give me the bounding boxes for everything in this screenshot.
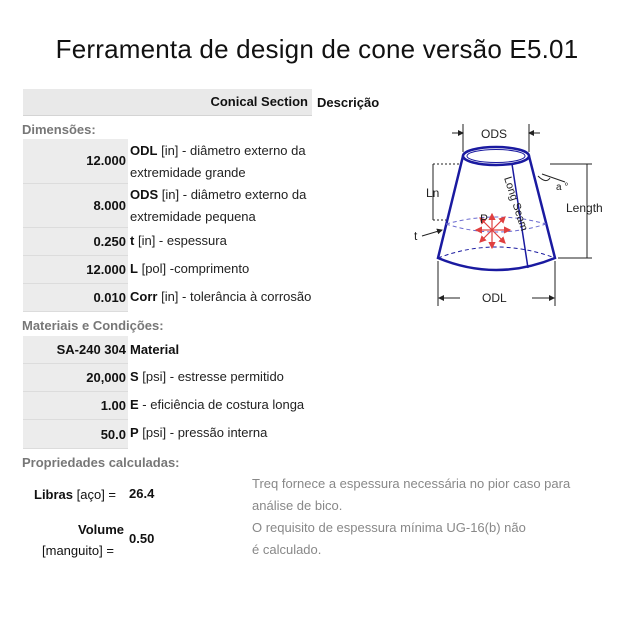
e-value[interactable]: 1.00: [100, 398, 126, 413]
s-description: [130, 366, 284, 388]
odl-diagram-label: ODL: [482, 291, 507, 305]
length-input[interactable]: [23, 256, 128, 284]
volume-value: 0.50: [129, 531, 155, 546]
e-desc: - eficiência de costura longa: [138, 397, 305, 412]
volume-label-text: Volume: [78, 522, 124, 537]
length-unit: [pol]: [141, 261, 167, 276]
corr-description: [130, 286, 311, 308]
section-dimensions: Dimensões:: [22, 122, 96, 137]
note-line-4: é calculado.: [252, 542, 322, 557]
note-line-3: O requisito de espessura mínima UG-16(b) não: [252, 520, 526, 535]
page-title: Ferramenta de design de cone versão E5.01: [55, 34, 579, 64]
angle-label: a °: [556, 182, 569, 193]
cone-diagram: [400, 118, 622, 312]
e-symbol: E: [130, 397, 139, 412]
header-description: Descrição: [317, 95, 380, 110]
material-symbol: Material: [130, 342, 180, 357]
length-desc: -comprimento: [166, 261, 250, 276]
s-desc: - estresse permitido: [166, 369, 284, 384]
ods-value[interactable]: 8.000: [93, 198, 126, 213]
ods-symbol: ODS: [130, 187, 159, 202]
t-input[interactable]: [23, 228, 128, 256]
ods-description: [130, 184, 335, 228]
odl-input[interactable]: [23, 139, 128, 184]
section-materials: Materiais e Condições:: [22, 318, 164, 333]
cone-bottom-dashed: [438, 247, 555, 258]
e-input[interactable]: [23, 392, 128, 420]
corr-symbol: Corr: [130, 289, 158, 304]
p-value[interactable]: 50.0: [100, 427, 126, 442]
weight-value: 26.4: [129, 486, 155, 501]
s-unit: [psi]: [142, 369, 167, 384]
weight-label: [34, 487, 116, 502]
volume-label: [78, 522, 124, 537]
weight-unit: [aço] =: [76, 487, 117, 502]
p-desc: - pressão interna: [166, 425, 268, 440]
ods-unit: [in]: [161, 187, 180, 202]
t-symbol: t: [130, 233, 135, 248]
ods-diagram-label: ODS: [481, 127, 508, 141]
p-description: [130, 422, 267, 444]
e-description: [130, 394, 304, 416]
corr-value[interactable]: 0.010: [93, 290, 126, 305]
odl-desc: - diâmetro externo da extremidade grande: [130, 143, 306, 180]
odl-symbol: ODL: [130, 143, 158, 158]
corr-input[interactable]: [23, 284, 128, 312]
ods-desc: - diâmetro externo da extremidade pequena: [130, 187, 307, 224]
p-unit: [psi]: [142, 425, 167, 440]
length-symbol: L: [130, 261, 138, 276]
t-unit: [in]: [137, 233, 156, 248]
p-symbol: P: [130, 425, 139, 440]
s-input[interactable]: [23, 364, 128, 392]
note-line-1: Treq fornece a espessura necessária no pior caso para: [252, 476, 571, 491]
odl-unit: [in]: [161, 143, 179, 158]
length-diagram-label: Length: [566, 201, 603, 215]
table-header: [23, 89, 312, 116]
odl-description: [130, 140, 335, 184]
note-line-2: análise de bico.: [252, 498, 343, 513]
section-calculated: Propriedades calculadas:: [22, 455, 180, 470]
cone-mid-dashed: [446, 217, 546, 224]
s-symbol: S: [130, 369, 139, 384]
s-value[interactable]: 20,000: [86, 370, 126, 385]
corr-unit: [in]: [161, 289, 179, 304]
ods-input[interactable]: [23, 184, 128, 228]
t-value[interactable]: 0.250: [93, 234, 126, 249]
long-seam-label: Long Seam: [501, 175, 530, 233]
header-conical-section: Conical Section: [210, 94, 308, 109]
t-diagram-label: t: [414, 229, 418, 243]
p-input[interactable]: [23, 420, 128, 449]
length-description: [130, 258, 249, 280]
t-description: [130, 230, 227, 252]
volume-unit: [manguito] =: [42, 543, 114, 558]
ln-label: Ln: [426, 186, 440, 200]
weight-label-text: Libras: [34, 487, 74, 502]
material-select[interactable]: [23, 336, 128, 364]
material-value[interactable]: SA-240 304: [56, 342, 126, 357]
odl-value[interactable]: 12.000: [86, 153, 126, 168]
p-diagram-label: P: [480, 212, 489, 226]
material-description: [130, 339, 179, 361]
corr-desc: - tolerância à corrosão: [178, 289, 312, 304]
t-desc: - espessura: [155, 233, 227, 248]
length-value[interactable]: 12.000: [86, 262, 126, 277]
